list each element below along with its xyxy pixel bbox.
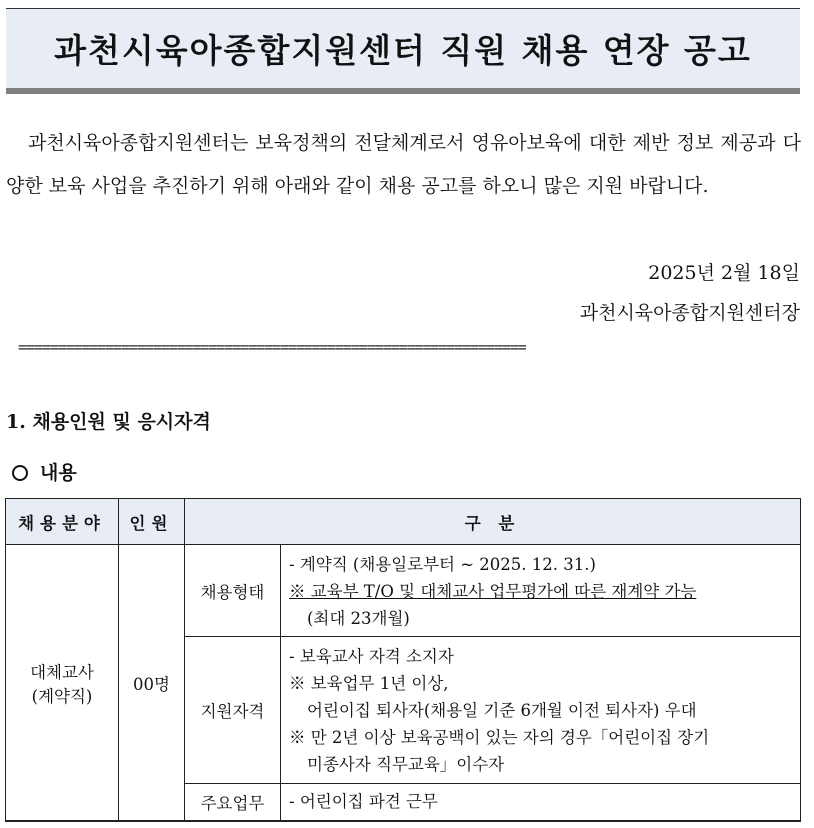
content-line: 어린이집 퇴사자(채용일 기준 6개월 이전 퇴사자) 우대 [307, 701, 697, 720]
row-content [281, 637, 801, 784]
row-content [281, 545, 801, 637]
row-label: 채용형태 [185, 545, 281, 637]
field-type: (계약직) [31, 686, 93, 706]
page-title: 과천시육아종합지원센터 직원 채용 연장 공고 [54, 31, 752, 70]
table-header-row [6, 499, 801, 545]
divider: ================================================================ [18, 338, 526, 356]
subsection-label: 내용 [40, 462, 77, 484]
content-line: ※ 보육업무 1년 이상, [289, 674, 449, 693]
subsection-heading [12, 458, 77, 485]
field-cell [6, 545, 119, 822]
circle-icon [12, 465, 28, 481]
row-content [281, 784, 801, 822]
content-line: (최대 23개월) [307, 609, 410, 628]
content-line: ※ 만 2년 이상 보육공백이 있는 자의 경우「어린이집 장기 [289, 728, 710, 747]
table-row [6, 545, 801, 637]
title-banner [6, 8, 800, 94]
content-line: ※ 교육부 T/O 및 대체교사 업무평가에 따른 재계약 가능 [289, 582, 697, 601]
content-line: 미종사자 직무교육」이수자 [307, 755, 505, 774]
recruitment-table [5, 498, 801, 822]
row-label: 주요업무 [185, 784, 281, 822]
content-line: - 보육교사 자격 소지자 [289, 647, 454, 666]
intro-paragraph [6, 122, 801, 208]
content-line: - 계약직 (채용일로부터 ~ 2025. 12. 31.) [289, 555, 596, 574]
intro-text: 과천시육아종합지원센터는 보육정책의 전달체계로서 영유아보육에 대한 제반 정보 제공과 다양한 보육 사업을 추진하기 위해 아래와 같이 채용 공고를 하오니 많은 지원 바랍니다. [6, 132, 801, 197]
field-name: 대체교사 [30, 662, 94, 682]
content-line: - 어린이집 파견 근무 [289, 792, 438, 811]
count-cell: 00명 [119, 545, 185, 822]
announcement-date: 2025년 2월 18일 [648, 262, 800, 284]
signer: 과천시육아종합지원센터장 [579, 302, 800, 324]
header-field: 채용분야 [6, 499, 119, 545]
header-category: 구 분 [185, 499, 801, 545]
row-label: 지원자격 [185, 637, 281, 784]
header-count: 인원 [119, 499, 185, 545]
section-heading: 1. 채용인원 및 응시자격 [6, 411, 211, 433]
